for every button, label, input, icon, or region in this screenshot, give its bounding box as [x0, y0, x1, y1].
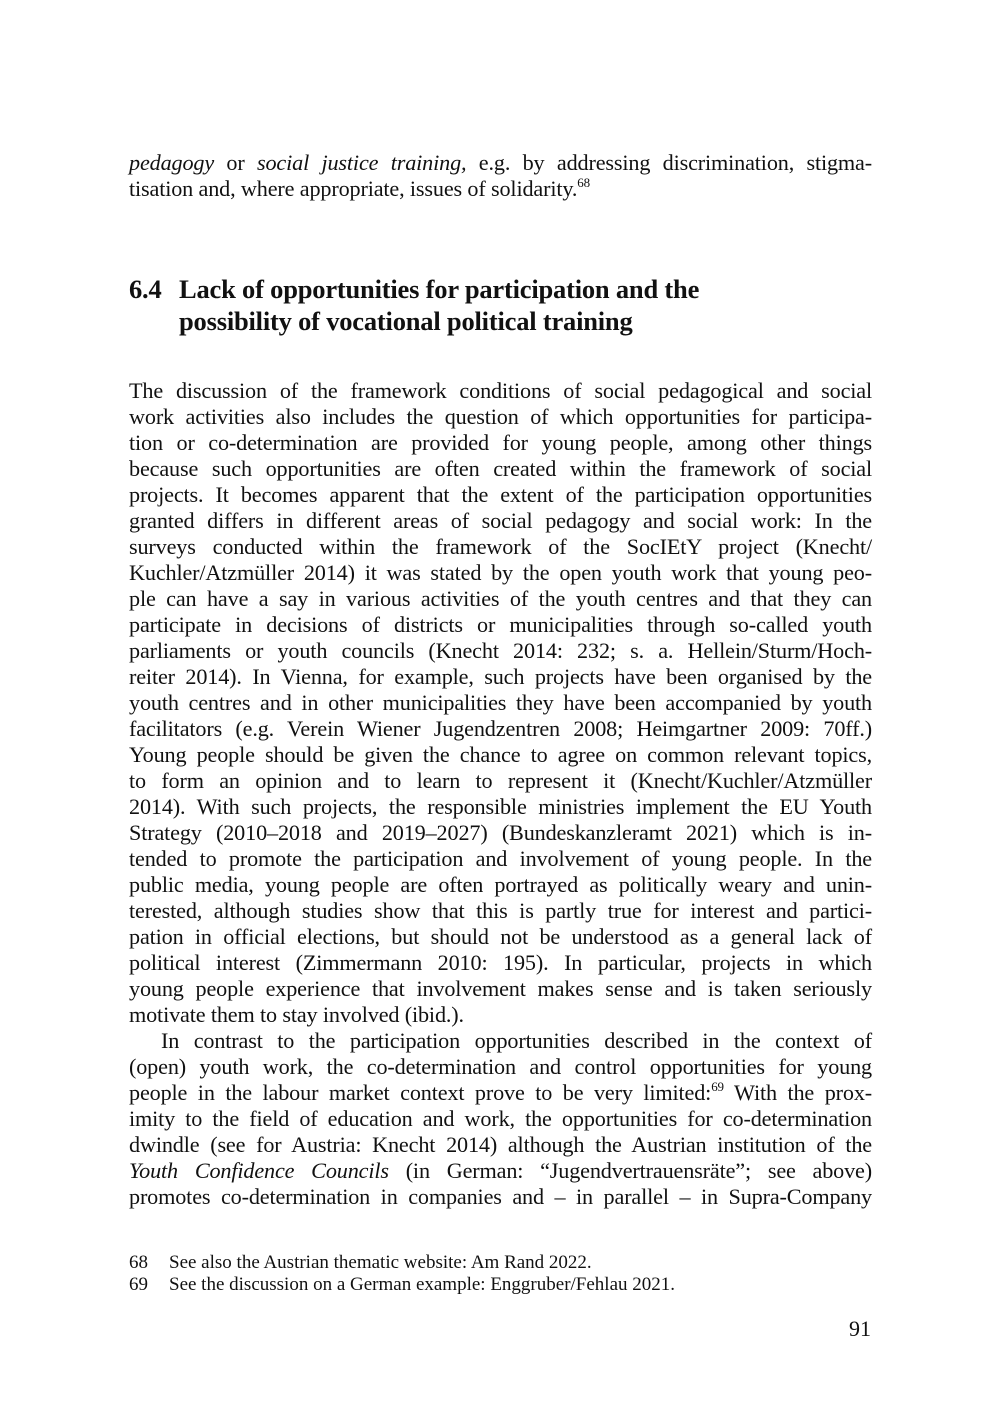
text-line	[129, 482, 872, 508]
text-run: participate in decisions of districts or municipalities through so-called youth	[129, 612, 872, 637]
text-run: tion or co-determination are provided for young people, among other things	[129, 430, 872, 455]
footnotes	[129, 1252, 872, 1296]
text-run: young people experience that involvement makes sense and is taken seriously	[129, 976, 872, 1001]
text-run: political interest (Zimmermann 2010: 195). In particular, projects in which	[129, 950, 872, 975]
text-run: The discussion of the framework conditions of social pedagogical and social	[129, 378, 872, 403]
text-run: (open) youth work, the co-determination and control opportunities for young	[129, 1054, 872, 1079]
text-run: Young people should be given the chance to agree on common relevant topics,	[129, 742, 872, 767]
text-line	[129, 820, 872, 846]
text-line	[129, 1184, 872, 1210]
text-run: dwindle (see for Austria: Knecht 2014) although the Austrian institution of the	[129, 1132, 872, 1157]
text-run: youth centres and in other municipalities they have been accompanied by youth	[129, 690, 872, 715]
text-line	[129, 794, 872, 820]
text-run: to form an opinion and to learn to represent it (Knecht/Kuchler/Atzmüller	[129, 768, 872, 793]
footnote-68	[129, 1252, 872, 1274]
text-run: ple can have a say in various activities of the youth centres and that they can	[129, 586, 872, 611]
text-run: granted differs in different areas of social pedagogy and social work: In the	[129, 508, 872, 533]
text-line	[129, 872, 872, 898]
text-run: parliaments or youth councils (Knecht 2014: 232; s. a. Hellein/Sturm/Hoch-	[129, 638, 872, 663]
footnote-69	[129, 1274, 872, 1296]
text-line	[129, 898, 872, 924]
italic-text: Youth Confidence Councils	[129, 1158, 389, 1183]
text-run: reiter 2014). In Vienna, for example, such projects have been organised by the	[129, 664, 872, 689]
section-body-text	[129, 378, 872, 1210]
text-run: imity to the field of education and work, the opportunities for co-determination	[129, 1106, 872, 1131]
section-title-line-1: Lack of opportunities for participation and the	[179, 274, 700, 304]
text-run: promotes co-determination in companies and – in parallel – in Supra-Company	[129, 1184, 872, 1209]
text-line	[129, 612, 872, 638]
text-line	[129, 950, 872, 976]
text-run: because such opportunities are often created within the framework of social	[129, 456, 872, 481]
footnote-reference[interactable]: 69	[711, 1079, 724, 1094]
text-line	[129, 1080, 872, 1106]
text-line	[129, 378, 872, 404]
text-line	[129, 1028, 872, 1054]
italic-text: social justice training,	[257, 150, 467, 175]
text-run: 2014). With such projects, the responsible ministries implement the EU Youth	[129, 794, 872, 819]
section-heading	[129, 273, 889, 337]
text-run: (in German: “Jugendvertrauensräte”; see above)	[388, 1158, 872, 1183]
text-line	[129, 1054, 872, 1080]
text-run: terested, although studies show that this is partly true for interest and partici-	[129, 898, 872, 923]
text-run: Kuchler/Atzmüller 2014) it was stated by the open youth work that young peo-	[129, 560, 872, 585]
page-number: 91	[849, 1316, 871, 1341]
footnote-text: See also the Austrian thematic website: Am Rand 2022.	[169, 1252, 592, 1273]
text-line	[129, 456, 872, 482]
text-line	[129, 176, 872, 202]
italic-text: pedagogy	[129, 150, 215, 175]
text-line	[129, 430, 872, 456]
text-line	[129, 742, 872, 768]
text-line	[129, 846, 872, 872]
text-line	[129, 534, 872, 560]
intro-paragraph-continuation	[129, 150, 872, 202]
section-title-line-2: possibility of vocational political training	[179, 306, 633, 336]
text-line	[129, 404, 872, 430]
footnote-number: 69	[129, 1274, 148, 1295]
text-run: tisation and, where appropriate, issues of solidarity.	[129, 176, 578, 201]
text-line	[129, 586, 872, 612]
text-run: surveys conducted within the framework of the SocIEtY project (Knecht/	[129, 534, 872, 559]
text-line	[129, 664, 872, 690]
text-run: work activities also includes the question of which opportunities for participa-	[129, 404, 872, 429]
text-line	[129, 1002, 872, 1028]
footnote-number: 68	[129, 1252, 148, 1273]
text-line	[129, 1132, 872, 1158]
footnote-reference[interactable]: 68	[577, 175, 590, 190]
text-line	[129, 508, 872, 534]
text-run: motivate them to stay involved (ibid.).	[129, 1002, 464, 1027]
section-number: 6.4	[129, 274, 162, 304]
text-line	[129, 924, 872, 950]
text-run: In contrast to the participation opportunities described in the context of	[161, 1028, 872, 1053]
text-run: tended to promote the participation and involvement of young people. In the	[129, 846, 872, 871]
text-line	[129, 1106, 872, 1132]
text-line	[129, 768, 872, 794]
text-run: pation in official elections, but should not be understood as a general lack of	[129, 924, 872, 949]
text-line	[129, 150, 872, 176]
text-run: e.g. by addressing discrimination, stigma-	[466, 150, 872, 175]
text-run: projects. It becomes apparent that the extent of the participation opportunities	[129, 482, 872, 507]
text-run: facilitators (e.g. Verein Wiener Jugendzentren 2008; Heimgartner 2009: 70ff.)	[129, 716, 872, 741]
footnote-text: See the discussion on a German example: Enggruber/Fehlau 2021.	[169, 1274, 676, 1295]
text-run: or	[214, 150, 257, 175]
text-line	[129, 976, 872, 1002]
text-run: public media, young people are often portrayed as politically weary and unin-	[129, 872, 872, 897]
text-line	[129, 716, 872, 742]
text-run: With the prox-	[723, 1080, 872, 1105]
text-line	[129, 690, 872, 716]
text-run: Strategy (2010–2018 and 2019–2027) (Bundeskanzleramt 2021) which is in-	[129, 820, 872, 845]
text-run: people in the labour market context prove to be very limited:	[129, 1080, 712, 1105]
text-line	[129, 560, 872, 586]
text-line	[129, 1158, 872, 1184]
text-line	[129, 638, 872, 664]
